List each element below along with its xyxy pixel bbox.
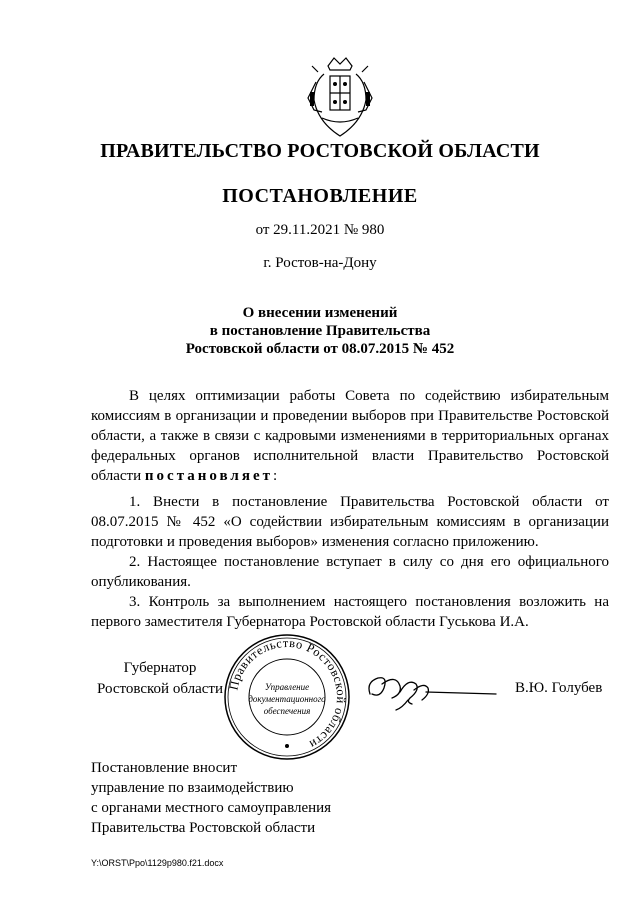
signatory-title	[95, 658, 225, 700]
preamble-text: В целях оптимизации работы Совета по содействию избирательным комиссиям в организации и проведении выборов при Правительстве Ростовской области, а также в связи с кадровыми изменениями в территориальных органах федеральных органов исполнительной власти Правительство Ростовской области	[91, 388, 609, 484]
stamp-ring-text: Правительство Ростовской области	[226, 635, 349, 752]
file-path-footer: Y:\ORST\Ppo\1129p980.f21.docx	[91, 858, 224, 868]
item-2: 2. Настоящее постановление вступает в силу со дня его официального опубликования.	[91, 554, 609, 590]
submitted-by-note	[91, 758, 331, 838]
subject-line: О внесении изменений	[242, 305, 398, 321]
document-type: ПОСТАНОВЛЕНИЕ	[222, 185, 418, 207]
preamble-paragraph	[91, 386, 609, 486]
subject-line: в постановление Правительства	[209, 323, 431, 339]
resolves-word: постановляет	[144, 468, 273, 484]
handwritten-signature	[362, 664, 502, 714]
note-line: с органами местного самоуправления	[91, 800, 332, 816]
signatory-title-line: Губернатор	[123, 660, 197, 676]
government-title: ПРАВИТЕЛЬСТВО РОСТОВСКОЙ ОБЛАСТИ	[100, 140, 540, 162]
date-number: от 29.11.2021 № 980	[255, 222, 385, 238]
signatory-title-line: Ростовской области	[97, 681, 223, 697]
stamp-center-line: Управление	[264, 682, 310, 692]
item-3: 3. Контроль за выполнением настоящего постановления возложить на первого заместителя Губернатора Ростовской области Гуськова И.А.	[91, 594, 609, 630]
resolves-colon: :	[273, 468, 278, 484]
city: г. Ростов-на-Дону	[263, 255, 377, 271]
coat-of-arms-emblem	[300, 52, 380, 142]
document-subject	[0, 304, 640, 358]
item-1: 1. Внести в постановление Правительства Ростовской области от 08.07.2015 № 452 «О содействии избирательным комиссиям в организации подготовки и проведения выборов» изменения согласно приложению.	[91, 494, 609, 550]
signatory-name: В.Ю. Голубев	[515, 680, 603, 696]
stamp-center-line: документационного	[248, 694, 326, 704]
subject-line: Ростовской области от 08.07.2015 № 452	[185, 341, 455, 357]
stamp-center-line: обеспечения	[263, 706, 311, 716]
note-line: Постановление вносит	[91, 760, 238, 776]
note-line: управление по взаимодействию	[91, 780, 294, 796]
note-line: Правительства Ростовской области	[91, 820, 316, 836]
official-stamp	[222, 632, 352, 762]
